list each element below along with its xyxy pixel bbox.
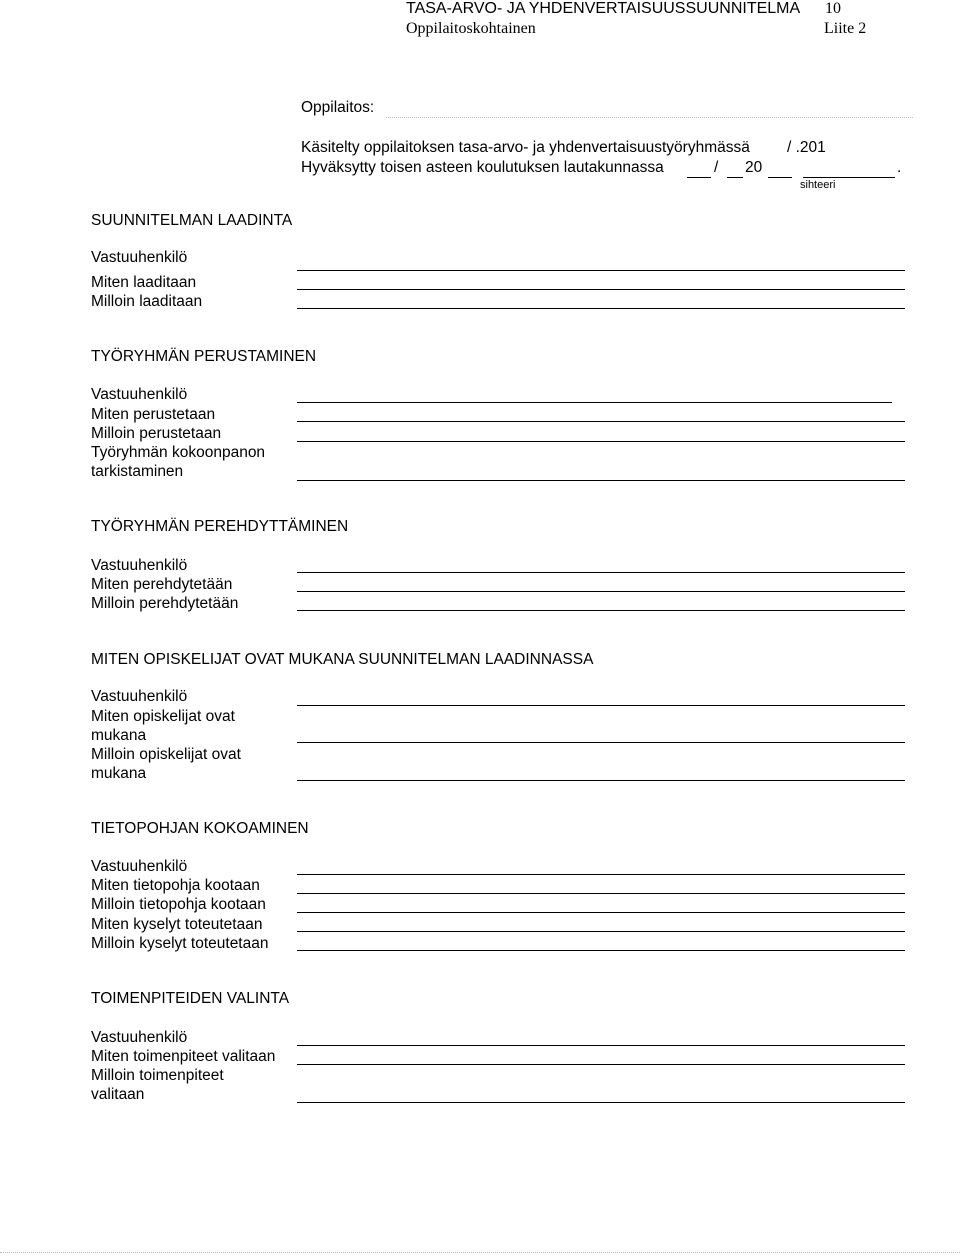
field-label: Miten perehdytetään bbox=[91, 576, 233, 593]
field-label: Milloin laaditaan bbox=[91, 293, 203, 310]
period: . bbox=[897, 159, 902, 176]
field-label: Vastuuhenkilö bbox=[91, 249, 188, 266]
document-subtitle: Oppilaitoskohtainen bbox=[406, 20, 536, 37]
answer-line[interactable] bbox=[297, 572, 905, 573]
answer-line[interactable] bbox=[297, 402, 892, 403]
answer-line[interactable] bbox=[297, 1045, 905, 1046]
section-title-measure-selection: TOIMENPITEIDEN VALINTA bbox=[91, 990, 290, 1007]
field-label: Milloin tietopohja kootaan bbox=[91, 896, 266, 913]
field-label: Milloin perehdytetään bbox=[91, 595, 239, 612]
field-label: Milloin kyselyt toteutetaan bbox=[91, 935, 269, 952]
answer-line[interactable] bbox=[297, 874, 905, 875]
document-title: TASA-ARVO- JA YHDENVERTAISUUSSUUNNITELMA bbox=[406, 0, 801, 17]
field-label: tarkistaminen bbox=[91, 463, 184, 480]
institution-label: Oppilaitos: bbox=[301, 99, 375, 116]
answer-line[interactable] bbox=[297, 931, 905, 932]
field-label: Miten laaditaan bbox=[91, 274, 197, 291]
field-label: Vastuuhenkilö bbox=[91, 386, 188, 403]
answer-line[interactable] bbox=[297, 480, 905, 481]
field-label: mukana bbox=[91, 765, 147, 782]
annex-label: Liite 2 bbox=[824, 20, 867, 37]
approved-date-separator: / bbox=[714, 159, 719, 176]
field-label: Miten kyselyt toteutetaan bbox=[91, 916, 263, 933]
answer-line[interactable] bbox=[297, 893, 905, 894]
page-number: 10 bbox=[825, 0, 841, 17]
field-label: Työryhmän kokoonpanon bbox=[91, 444, 266, 461]
field-label: Vastuuhenkilö bbox=[91, 688, 188, 705]
approved-year: 20 bbox=[745, 159, 763, 176]
field-label: Miten perustetaan bbox=[91, 406, 216, 423]
section-title-student-participation: MITEN OPISKELIJAT OVAT MUKANA SUUNNITELMAN LAADINNASSA bbox=[91, 651, 594, 668]
answer-line[interactable] bbox=[297, 610, 905, 611]
section-title-knowledge-base: TIETOPOHJAN KOKOAMINEN bbox=[91, 820, 309, 837]
signature-label: sihteeri bbox=[800, 179, 836, 191]
answer-line[interactable] bbox=[297, 591, 905, 592]
signature-field[interactable] bbox=[803, 177, 895, 178]
field-label: Miten tietopohja kootaan bbox=[91, 877, 260, 894]
section-title-working-group-founding: TYÖRYHMÄN PERUSTAMINEN bbox=[91, 348, 317, 365]
answer-line[interactable] bbox=[297, 289, 905, 290]
approved-label: Hyväksytty toisen asteen koulutuksen lautakunnassa bbox=[301, 159, 664, 176]
answer-line[interactable] bbox=[297, 1064, 905, 1065]
field-label: mukana bbox=[91, 727, 147, 744]
field-label: valitaan bbox=[91, 1086, 145, 1103]
answer-line[interactable] bbox=[297, 308, 905, 309]
processed-label: Käsitelty oppilaitoksen tasa-arvo- ja yhdenvertaisuustyöryhmässä bbox=[301, 139, 750, 156]
answer-line[interactable] bbox=[297, 705, 905, 706]
field-label: Milloin opiskelijat ovat bbox=[91, 746, 241, 763]
answer-line[interactable] bbox=[297, 950, 905, 951]
footer-rule bbox=[0, 1252, 960, 1253]
answer-line[interactable] bbox=[297, 441, 905, 442]
approved-year-field[interactable] bbox=[768, 177, 792, 178]
answer-line[interactable] bbox=[297, 270, 905, 271]
approved-month-field[interactable] bbox=[727, 177, 743, 178]
processed-date: / .201 bbox=[787, 139, 826, 156]
section-title-plan-drafting: SUUNNITELMAN LAADINTA bbox=[91, 212, 293, 229]
section-title-working-group-orientation: TYÖRYHMÄN PEREHDYTTÄMINEN bbox=[91, 518, 349, 535]
answer-line[interactable] bbox=[297, 780, 905, 781]
field-label: Milloin toimenpiteet bbox=[91, 1067, 224, 1084]
answer-line[interactable] bbox=[297, 421, 905, 422]
answer-line[interactable] bbox=[297, 742, 905, 743]
field-label: Miten opiskelijat ovat bbox=[91, 708, 235, 725]
institution-field[interactable] bbox=[386, 117, 913, 118]
field-label: Vastuuhenkilö bbox=[91, 1029, 188, 1046]
field-label: Miten toimenpiteet valitaan bbox=[91, 1048, 276, 1065]
answer-line[interactable] bbox=[297, 1102, 905, 1103]
field-label: Vastuuhenkilö bbox=[91, 557, 188, 574]
field-label: Milloin perustetaan bbox=[91, 425, 222, 442]
approved-day-field[interactable] bbox=[687, 177, 711, 178]
field-label: Vastuuhenkilö bbox=[91, 858, 188, 875]
answer-line[interactable] bbox=[297, 912, 905, 913]
